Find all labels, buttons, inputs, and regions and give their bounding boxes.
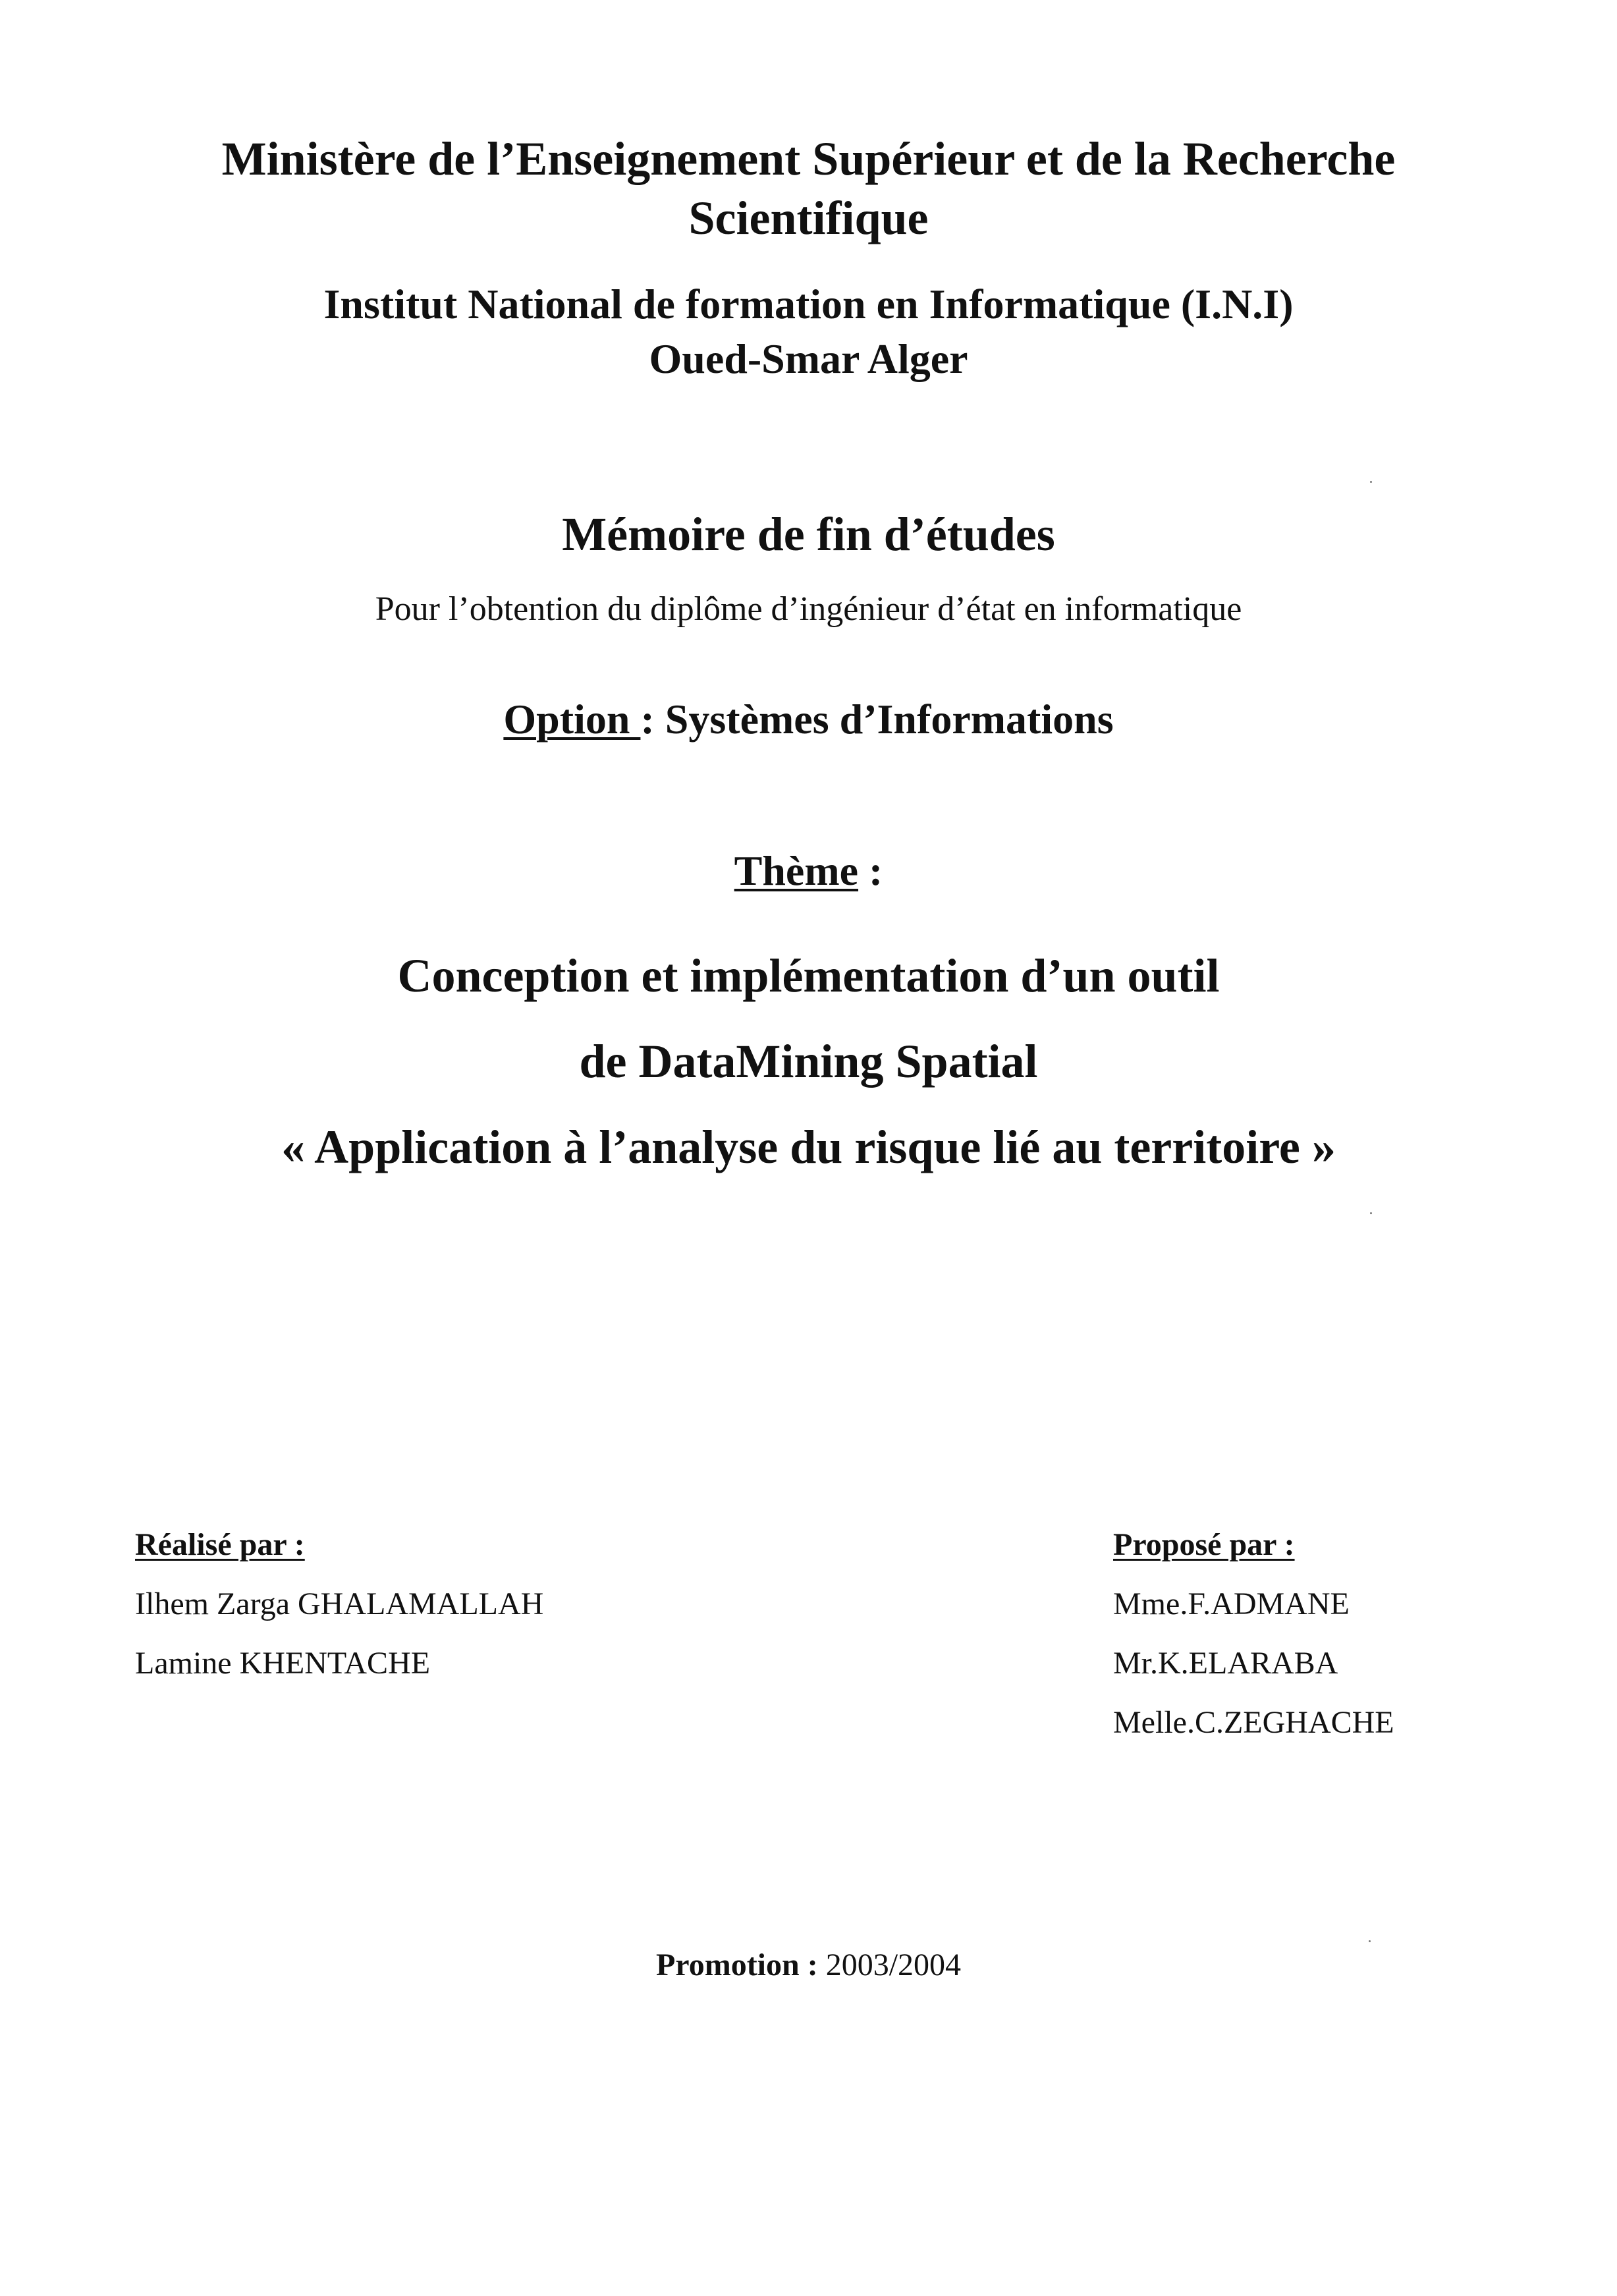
supervisor-name: Mr.K.ELARABA (1113, 1646, 1338, 1681)
theme-colon: : (858, 847, 883, 894)
theme-line (0, 847, 1617, 895)
authors-block (135, 1515, 543, 1693)
subject-title-line2: de DataMining Spatial (579, 1035, 1038, 1088)
author-name: Lamine KHENTACHE (135, 1646, 431, 1681)
authors-heading: Réalisé par : (135, 1527, 305, 1562)
promotion-line (0, 1947, 1617, 1983)
scan-speck (1370, 481, 1372, 483)
institute-name-line1: Institut National de formation en Informatique (I.N.I) (323, 281, 1294, 327)
supervisor-name: Melle.C.ZEGHACHE (1113, 1705, 1394, 1740)
supervisor-name: Mme.F.ADMANE (1113, 1586, 1350, 1621)
memoire-title: Mémoire de fin d’études (562, 508, 1055, 561)
option-label: Option (503, 696, 641, 742)
subject-title-line3: « Application à l’analyse du risque lié au territoire » (281, 1121, 1336, 1173)
institute-name-line2: Oued-Smar Alger (649, 335, 968, 382)
supervisors-block (1113, 1515, 1394, 1752)
ministry-title-line1: Ministère de l’Enseignement Supérieur et de la Recherche (221, 132, 1396, 185)
subject-title-line1: Conception et implémentation d’un outil (397, 949, 1220, 1002)
theme-label: Thème (734, 847, 859, 894)
promotion-label: Promotion : (655, 1947, 818, 1982)
author-name: Ilhem Zarga GHALAMALLAH (135, 1586, 544, 1621)
scan-speck (1369, 1940, 1371, 1942)
supervisors-heading: Proposé par : (1113, 1527, 1295, 1562)
option-line (0, 695, 1617, 744)
scan-speck (1370, 1212, 1372, 1214)
promotion-value: 2003/2004 (817, 1947, 962, 1982)
memoire-subtitle: Pour l’obtention du diplôme d’ingénieur d’état en informatique (375, 590, 1242, 628)
option-value: : Systèmes d’Informations (640, 696, 1114, 742)
ministry-title-line2: Scientifique (688, 192, 929, 244)
